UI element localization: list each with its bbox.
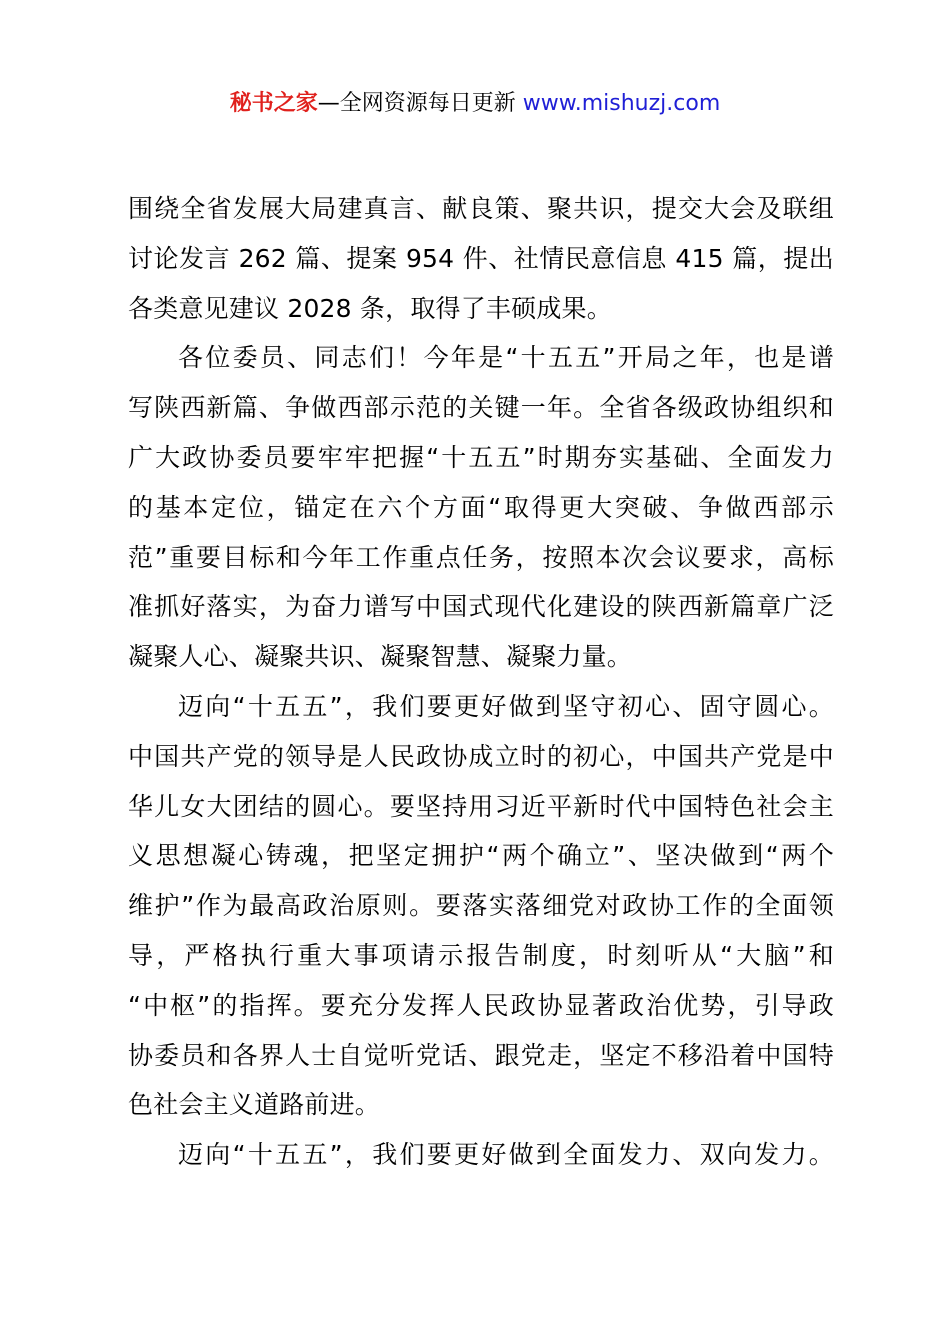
text-line: 协委员和各界人士自觉听党话、跟党走，坚定不移沿着中国特 <box>128 1040 834 1070</box>
header-brand: 秘书之家 <box>229 91 318 116</box>
text-line: 凝聚人心、凝聚共识、凝聚智慧、凝聚力量。 <box>128 642 633 672</box>
paragraph-first-line: 迈向“十五五”，我们要更好做到坚守初心、固守圆心。 <box>178 691 834 721</box>
text-line: 导，严格执行重大事项请示报告制度，时刻听从“大脑”和 <box>128 940 834 970</box>
text-line: 各类意见建议 2028 条，取得了丰硕成果。 <box>128 293 612 323</box>
text-line: 色社会主义道路前进。 <box>128 1090 381 1120</box>
page-header <box>0 88 950 120</box>
paragraph-first-line: 迈向“十五五”，我们要更好做到全面发力、双向发力。 <box>178 1140 834 1170</box>
text-line: 范”重要目标和今年工作重点任务，按照本次会议要求，高标 <box>128 542 834 572</box>
text-line: 广大政协委员要牢牢把握“十五五”时期夯实基础、全面发力 <box>128 442 834 472</box>
header-tagline: —全网资源每日更新 <box>317 91 523 116</box>
text-line: 讨论发言 262 篇、提案 954 件、社情民意信息 415 篇，提出 <box>128 243 834 273</box>
text-line: 写陕西新篇、争做西部示范的关键一年。全省各级政协组织和 <box>128 393 834 423</box>
text-line: 的基本定位，锚定在六个方面“取得更大突破、争做西部示 <box>128 492 834 522</box>
text-line: 维护”作为最高政治原则。要落实落细党对政协工作的全面领 <box>128 891 834 921</box>
header-url-link[interactable]: www.mishuzj.com <box>522 91 721 116</box>
text-line: 围绕全省发展大局建真言、献良策、聚共识，提交大会及联组 <box>128 194 834 223</box>
text-line: “中枢”的指挥。要充分发挥人民政协显著政治优势，引导政 <box>128 990 834 1020</box>
text-line: 华儿女大团结的圆心。要坚持用习近平新时代中国特色社会主 <box>128 791 834 821</box>
text-line: 义思想凝心铸魂，把坚定拥护“两个确立”、坚决做到“两个 <box>128 841 834 871</box>
document-body <box>128 184 834 1180</box>
text-line: 中国共产党的领导是人民政协成立时的初心，中国共产党是中 <box>128 741 834 771</box>
text-line: 准抓好落实，为奋力谱写中国式现代化建设的陕西新篇章广泛 <box>128 592 834 622</box>
paragraph-first-line: 各位委员、同志们！今年是“十五五”开局之年，也是谱 <box>178 343 834 373</box>
